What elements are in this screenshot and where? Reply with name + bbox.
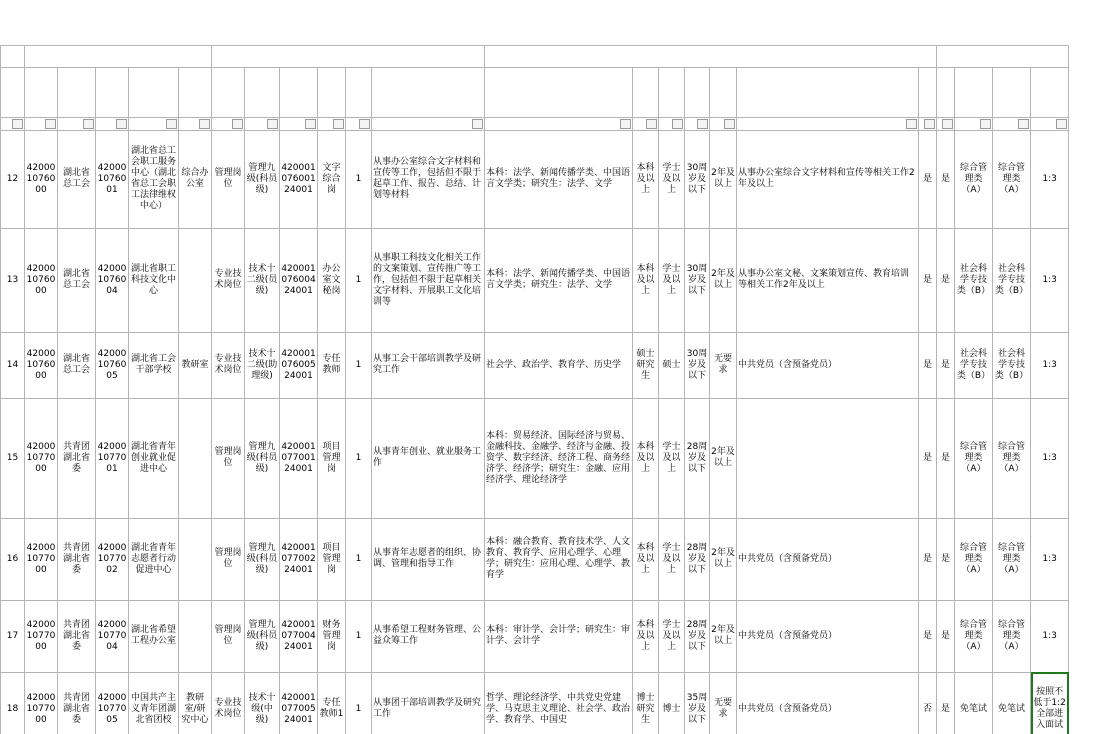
- cell-unit-name[interactable]: 湖北省工会干部学校: [129, 332, 179, 398]
- cell-plan[interactable]: 1: [346, 332, 372, 398]
- filter-dropdown-icon[interactable]: [672, 119, 683, 129]
- cell-post-level[interactable]: 技术十级(中级): [245, 672, 280, 734]
- cell-plan[interactable]: 1: [346, 398, 372, 518]
- column-header-other: [737, 67, 919, 117]
- cell-unit-name[interactable]: 湖北省希望工程办公室: [129, 600, 179, 672]
- cell-unit-code[interactable]: 4200010760 04: [96, 228, 129, 332]
- column-header-exam-sub: [993, 67, 1031, 117]
- filter-cell: [58, 117, 96, 130]
- cell-exam-sub[interactable]: 社会科学专技类（B）: [993, 228, 1031, 332]
- cell-plan[interactable]: 1: [346, 672, 372, 734]
- filter-dropdown-icon[interactable]: [232, 119, 243, 129]
- column-header-edu: [633, 67, 659, 117]
- cell-age[interactable]: 30周岁及以下: [685, 332, 710, 398]
- filter-dropdown-icon[interactable]: [620, 119, 631, 129]
- cell-post-name[interactable]: 项目管理岗: [318, 518, 346, 600]
- filter-cell: [937, 117, 955, 130]
- cell-work-exp[interactable]: 无要求: [710, 672, 737, 734]
- cell-dept-name[interactable]: 共青团湖北省委: [58, 672, 96, 734]
- page-title: [1, 0, 1069, 45]
- filter-cell: [280, 117, 318, 130]
- column-header-interview: [937, 67, 955, 117]
- column-header-dept-code: [25, 67, 58, 117]
- cell-desc[interactable]: 从事青年创业、就业服务工作: [372, 398, 485, 518]
- cell-unit-code[interactable]: 4200010760 05: [96, 332, 129, 398]
- cell-ratio[interactable]: 按照不低于1:2全部进入面试: [1031, 672, 1069, 734]
- cell-post-name[interactable]: 办公室文秘岗: [318, 228, 346, 332]
- filter-dropdown-icon[interactable]: [267, 119, 278, 129]
- filter-dropdown-icon[interactable]: [646, 119, 657, 129]
- cell-work-exp[interactable]: 2年及以上: [710, 600, 737, 672]
- filter-dropdown-icon[interactable]: [724, 119, 735, 129]
- filter-row: [1, 117, 1069, 130]
- cell-post-code[interactable]: 420001076004 24001: [280, 228, 318, 332]
- cell-post-code[interactable]: 420001076001 24001: [280, 130, 318, 228]
- cell-plan[interactable]: 1: [346, 600, 372, 672]
- cell-interview[interactable]: 是: [937, 398, 955, 518]
- group-header-recruit-unit: [25, 45, 212, 67]
- cell-user-dept[interactable]: 综合办公室: [179, 130, 212, 228]
- cell-written[interactable]: 否: [919, 672, 937, 734]
- filter-cell: [1, 117, 25, 130]
- filter-cell: [179, 117, 212, 130]
- filter-dropdown-icon[interactable]: [924, 119, 935, 129]
- filter-dropdown-icon[interactable]: [980, 119, 991, 129]
- cell-unit-name[interactable]: 湖北省总工会职工服务中心（湖北省总工会职工法律维权中心）: [129, 130, 179, 228]
- cell-dept-code[interactable]: 4200010760 00: [25, 130, 58, 228]
- title-row: [1, 0, 1069, 45]
- cell-user-dept[interactable]: [179, 518, 212, 600]
- cell-user-dept[interactable]: [179, 600, 212, 672]
- cell-edu[interactable]: 本科及以上: [633, 518, 659, 600]
- group-header-blank: [1, 45, 25, 67]
- cell-user-dept[interactable]: [179, 228, 212, 332]
- filter-cell: [212, 117, 245, 130]
- cell-edu[interactable]: 本科及以上: [633, 398, 659, 518]
- cell-edu[interactable]: 本科及以上: [633, 600, 659, 672]
- cell-seq[interactable]: 17: [1, 600, 25, 672]
- group-header-qualification: [485, 45, 937, 67]
- cell-dept-name[interactable]: 共青团湖北省委: [58, 518, 96, 600]
- filter-cell: [25, 117, 58, 130]
- column-header-unit-name: [129, 67, 179, 117]
- cell-seq[interactable]: 13: [1, 228, 25, 332]
- cell-post-level[interactable]: 技术十二级(助理级): [245, 332, 280, 398]
- column-header-post-type: [212, 67, 245, 117]
- cell-post-name[interactable]: 项目管理岗: [318, 398, 346, 518]
- cell-dept-code[interactable]: 4200010760 00: [25, 228, 58, 332]
- cell-degree[interactable]: 学士及以上: [659, 130, 685, 228]
- cell-work-exp[interactable]: 2年及以上: [710, 518, 737, 600]
- cell-exam-sub[interactable]: 综合管理类（A）: [993, 518, 1031, 600]
- cell-exam-cat[interactable]: 综合管理类（A）: [955, 398, 993, 518]
- cell-interview[interactable]: 是: [937, 518, 955, 600]
- column-header-desc: [372, 67, 485, 117]
- cell-exam-cat[interactable]: 综合管理类（A）: [955, 600, 993, 672]
- cell-edu[interactable]: 博士研究生: [633, 672, 659, 734]
- cell-post-level[interactable]: 管理九级(科员级): [245, 518, 280, 600]
- column-header-age: [685, 67, 710, 117]
- cell-post-name[interactable]: 文字综合岗: [318, 130, 346, 228]
- filter-dropdown-icon[interactable]: [697, 119, 708, 129]
- filter-cell: [485, 117, 633, 130]
- cell-post-code[interactable]: 420001077005 24001: [280, 672, 318, 734]
- filter-cell: [372, 117, 485, 130]
- filter-dropdown-icon[interactable]: [305, 119, 316, 129]
- filter-cell: [245, 117, 280, 130]
- cell-exam-sub[interactable]: 综合管理类（A）: [993, 130, 1031, 228]
- cell-written[interactable]: 是: [919, 228, 937, 332]
- cell-other[interactable]: 中共党员（含预备党员）: [737, 672, 919, 734]
- cell-major[interactable]: 社会学、政治学、教育学、历史学: [485, 332, 633, 398]
- cell-post-level[interactable]: 管理九级(科员级): [245, 600, 280, 672]
- cell-work-exp[interactable]: 2年及以上: [710, 228, 737, 332]
- cell-dept-name[interactable]: 湖北省总工会: [58, 332, 96, 398]
- cell-major[interactable]: 本科：法学、新闻传播学类、中国语言文学类；研究生：法学、文学: [485, 130, 633, 228]
- table-row: [1, 398, 1069, 518]
- column-header-seq: [1, 67, 25, 117]
- column-header-dept-name: [58, 67, 96, 117]
- cell-post-type[interactable]: 专业技术岗位: [212, 332, 245, 398]
- filter-dropdown-icon[interactable]: [472, 119, 483, 129]
- cell-written[interactable]: 是: [919, 130, 937, 228]
- cell-unit-code[interactable]: 4200010770 05: [96, 672, 129, 734]
- cell-post-name[interactable]: 专任教师: [318, 332, 346, 398]
- cell-post-type[interactable]: 专业技术岗位: [212, 228, 245, 332]
- filter-cell: [993, 117, 1031, 130]
- cell-seq[interactable]: 15: [1, 398, 25, 518]
- cell-exam-sub[interactable]: 综合管理类（A）: [993, 600, 1031, 672]
- cell-edu[interactable]: 本科及以上: [633, 130, 659, 228]
- cell-dept-name[interactable]: 湖北省总工会: [58, 130, 96, 228]
- filter-cell: [685, 117, 710, 130]
- cell-written[interactable]: 是: [919, 332, 937, 398]
- cell-post-type[interactable]: 管理岗位: [212, 600, 245, 672]
- filter-cell: [129, 117, 179, 130]
- cell-edu[interactable]: 本科及以上: [633, 228, 659, 332]
- cell-other[interactable]: [737, 398, 919, 518]
- cell-desc[interactable]: 从事办公室综合文字材料和宣传等工作，包括但不限于起草工作、报告、总结、计划等材料: [372, 130, 485, 228]
- cell-unit-code[interactable]: 4200010760 01: [96, 130, 129, 228]
- cell-other[interactable]: 中共党员（含预备党员）: [737, 332, 919, 398]
- cell-age[interactable]: 35周岁及以下: [685, 672, 710, 734]
- filter-cell: [1031, 117, 1069, 130]
- cell-dept-code[interactable]: 4200010770 00: [25, 672, 58, 734]
- cell-dept-code[interactable]: 4200010770 00: [25, 398, 58, 518]
- cell-post-code[interactable]: 420001077004 24001: [280, 600, 318, 672]
- cell-exam-cat[interactable]: 综合管理类（A）: [955, 130, 993, 228]
- cell-interview[interactable]: 是: [937, 332, 955, 398]
- filter-dropdown-icon[interactable]: [1056, 119, 1067, 129]
- cell-degree[interactable]: 硕士: [659, 332, 685, 398]
- cell-user-dept[interactable]: [179, 398, 212, 518]
- cell-age[interactable]: 30周岁及以下: [685, 228, 710, 332]
- cell-degree[interactable]: 博士: [659, 672, 685, 734]
- cell-plan[interactable]: 1: [346, 518, 372, 600]
- table-row: [1, 228, 1069, 332]
- filter-dropdown-icon[interactable]: [166, 119, 177, 129]
- cell-age[interactable]: 30周岁及以下: [685, 130, 710, 228]
- cell-degree[interactable]: 学士及以上: [659, 600, 685, 672]
- column-header-work-exp: [710, 67, 737, 117]
- column-header-unit-code: [96, 67, 129, 117]
- cell-post-code[interactable]: 420001076005 24001: [280, 332, 318, 398]
- cell-major[interactable]: 本科：贸易经济、国际经济与贸易、金融科技、金融学、经济与金融、投资学、数字经济、经济工程、商务经济学、经济学；研究生：金融、应用经济学、理论经济学: [485, 398, 633, 518]
- cell-work-exp[interactable]: 2年及以上: [710, 398, 737, 518]
- column-header-ratio: [1031, 67, 1069, 117]
- column-header-major: [485, 67, 633, 117]
- cell-desc[interactable]: 从事青年志愿者的组织、协调、管理和指导工作: [372, 518, 485, 600]
- cell-post-type[interactable]: 管理岗位: [212, 398, 245, 518]
- cell-degree[interactable]: 学士及以上: [659, 398, 685, 518]
- cell-unit-code[interactable]: 4200010770 04: [96, 600, 129, 672]
- cell-post-level[interactable]: 技术十二级(员级): [245, 228, 280, 332]
- cell-post-level[interactable]: 管理九级(科员级): [245, 398, 280, 518]
- column-header-post-name: [318, 67, 346, 117]
- cell-age[interactable]: 28周岁及以下: [685, 398, 710, 518]
- cell-ratio[interactable]: 1:3: [1031, 398, 1069, 518]
- cell-unit-code[interactable]: 4200010770 02: [96, 518, 129, 600]
- filter-dropdown-icon[interactable]: [942, 119, 953, 129]
- cell-interview[interactable]: 是: [937, 672, 955, 734]
- cell-exam-cat[interactable]: 社会科学专技类（B）: [955, 332, 993, 398]
- cell-written[interactable]: 是: [919, 518, 937, 600]
- cell-post-type[interactable]: 专业技术岗位: [212, 672, 245, 734]
- cell-seq[interactable]: 14: [1, 332, 25, 398]
- cell-unit-name[interactable]: 湖北省青年创业就业促进中心: [129, 398, 179, 518]
- filter-dropdown-icon[interactable]: [906, 119, 917, 129]
- cell-desc[interactable]: 从事团干部培训教学及研究工作: [372, 672, 485, 734]
- cell-exam-cat[interactable]: 社会科学专技类（B）: [955, 228, 993, 332]
- filter-cell: [737, 117, 919, 130]
- cell-exam-cat[interactable]: 综合管理类（A）: [955, 518, 993, 600]
- column-header-exam-cat: [955, 67, 993, 117]
- cell-dept-code[interactable]: 4200010760 00: [25, 332, 58, 398]
- cell-ratio[interactable]: 1:3: [1031, 228, 1069, 332]
- cell-work-exp[interactable]: 无要求: [710, 332, 737, 398]
- cell-age[interactable]: 28周岁及以下: [685, 518, 710, 600]
- cell-dept-code[interactable]: 4200010770 00: [25, 600, 58, 672]
- cell-edu[interactable]: 硕士研究生: [633, 332, 659, 398]
- cell-plan[interactable]: 1: [346, 228, 372, 332]
- cell-post-name[interactable]: 财务管理岗: [318, 600, 346, 672]
- cell-other[interactable]: 从事办公室文秘、文案策划宣传、教育培训等相关工作2年及以上: [737, 228, 919, 332]
- filter-cell: [659, 117, 685, 130]
- cell-major[interactable]: 本科：融合教育、教育技术学、人文教育、教育学、应用心理学、心理学；研究生：应用心理、心理学、教育学: [485, 518, 633, 600]
- cell-user-dept[interactable]: 教研室: [179, 332, 212, 398]
- column-header-user-dept: [179, 67, 212, 117]
- cell-written[interactable]: 是: [919, 600, 937, 672]
- cell-other[interactable]: 中共党员（含预备党员）: [737, 600, 919, 672]
- cell-exam-sub[interactable]: 社会科学专技类（B）: [993, 332, 1031, 398]
- cell-post-code[interactable]: 420001077001 24001: [280, 398, 318, 518]
- column-header-row: [1, 67, 1069, 117]
- cell-user-dept[interactable]: 教研室/研究中心: [179, 672, 212, 734]
- cell-work-exp[interactable]: 2年及以上: [710, 130, 737, 228]
- cell-major[interactable]: 本科：审计学、会计学；研究生：审计学、会计学: [485, 600, 633, 672]
- table-row: [1, 518, 1069, 600]
- filter-cell: [318, 117, 346, 130]
- cell-interview[interactable]: 是: [937, 600, 955, 672]
- cell-dept-name[interactable]: 湖北省总工会: [58, 228, 96, 332]
- cell-major[interactable]: 本科：法学、新闻传播学类、中国语言文学类；研究生：法学、文学: [485, 228, 633, 332]
- cell-seq[interactable]: 16: [1, 518, 25, 600]
- cell-exam-sub[interactable]: 综合管理类（A）: [993, 398, 1031, 518]
- filter-dropdown-icon[interactable]: [199, 119, 210, 129]
- cell-desc[interactable]: 从事希望工程财务管理、公益众筹工作: [372, 600, 485, 672]
- cell-exam-sub[interactable]: 免笔试: [993, 672, 1031, 734]
- cell-dept-name[interactable]: 共青团湖北省委: [58, 398, 96, 518]
- cell-other[interactable]: 从事办公室综合文字材料和宣传等相关工作2年及以上: [737, 130, 919, 228]
- table-row: [1, 672, 1069, 734]
- group-header-recruit-post: [212, 45, 485, 67]
- cell-degree[interactable]: 学士及以上: [659, 228, 685, 332]
- cell-exam-cat[interactable]: 免笔试: [955, 672, 993, 734]
- cell-other[interactable]: 中共党员（含预备党员）: [737, 518, 919, 600]
- cell-desc[interactable]: 从事工会干部培训教学及研究工作: [372, 332, 485, 398]
- filter-dropdown-icon[interactable]: [359, 119, 370, 129]
- cell-interview[interactable]: 是: [937, 228, 955, 332]
- filter-cell: [710, 117, 737, 130]
- filter-cell: [633, 117, 659, 130]
- cell-ratio[interactable]: 1:3: [1031, 518, 1069, 600]
- table-row: [1, 600, 1069, 672]
- filter-cell: [96, 117, 129, 130]
- group-header-exam: [937, 45, 1069, 67]
- column-header-written: [919, 67, 937, 117]
- cell-written[interactable]: 是: [919, 398, 937, 518]
- cell-age[interactable]: 28周岁及以下: [685, 600, 710, 672]
- column-header-post-level: [245, 67, 280, 117]
- filter-dropdown-icon[interactable]: [333, 119, 344, 129]
- column-header-degree: [659, 67, 685, 117]
- filter-cell: [346, 117, 372, 130]
- filter-cell: [919, 117, 937, 130]
- cell-plan[interactable]: 1: [346, 130, 372, 228]
- column-header-plan: [346, 67, 372, 117]
- cell-ratio[interactable]: 1:3: [1031, 332, 1069, 398]
- cell-post-type[interactable]: 管理岗位: [212, 518, 245, 600]
- cell-unit-code[interactable]: 4200010770 01: [96, 398, 129, 518]
- cell-unit-name[interactable]: 湖北省职工科技文化中心: [129, 228, 179, 332]
- cell-post-type[interactable]: 管理岗位: [212, 130, 245, 228]
- table-row: [1, 332, 1069, 398]
- cell-unit-name[interactable]: 中国共产主义青年团湖北省团校: [129, 672, 179, 734]
- cell-degree[interactable]: 学士及以上: [659, 518, 685, 600]
- filter-dropdown-icon[interactable]: [12, 119, 23, 129]
- cell-desc[interactable]: 从事职工科技文化相关工作的文案策划、宣传推广等工作，包括但不限于起草相关文字材料、开展职工文化培训等: [372, 228, 485, 332]
- cell-seq[interactable]: 18: [1, 672, 25, 734]
- filter-cell: [955, 117, 993, 130]
- cell-post-name[interactable]: 专任教师1: [318, 672, 346, 734]
- cell-seq[interactable]: 12: [1, 130, 25, 228]
- column-header-post-code: [280, 67, 318, 117]
- table-row: [1, 130, 1069, 228]
- cell-ratio[interactable]: 1:3: [1031, 600, 1069, 672]
- cell-dept-name[interactable]: 共青团湖北省委: [58, 600, 96, 672]
- cell-dept-code[interactable]: 4200010770 00: [25, 518, 58, 600]
- cell-ratio[interactable]: 1:3: [1031, 130, 1069, 228]
- filter-dropdown-icon[interactable]: [83, 119, 94, 129]
- filter-dropdown-icon[interactable]: [116, 119, 127, 129]
- cell-major[interactable]: 哲学、理论经济学、中共党史党建学、马克思主义理论、社会学、政治学、教育学、中国史: [485, 672, 633, 734]
- filter-dropdown-icon[interactable]: [45, 119, 56, 129]
- filter-dropdown-icon[interactable]: [1018, 119, 1029, 129]
- cell-post-code[interactable]: 420001077002 24001: [280, 518, 318, 600]
- cell-unit-name[interactable]: 湖北省青年志愿者行动促进中心: [129, 518, 179, 600]
- cell-post-level[interactable]: 管理九级(科员级): [245, 130, 280, 228]
- group-header-row: [1, 45, 1069, 67]
- cell-interview[interactable]: 是: [937, 130, 955, 228]
